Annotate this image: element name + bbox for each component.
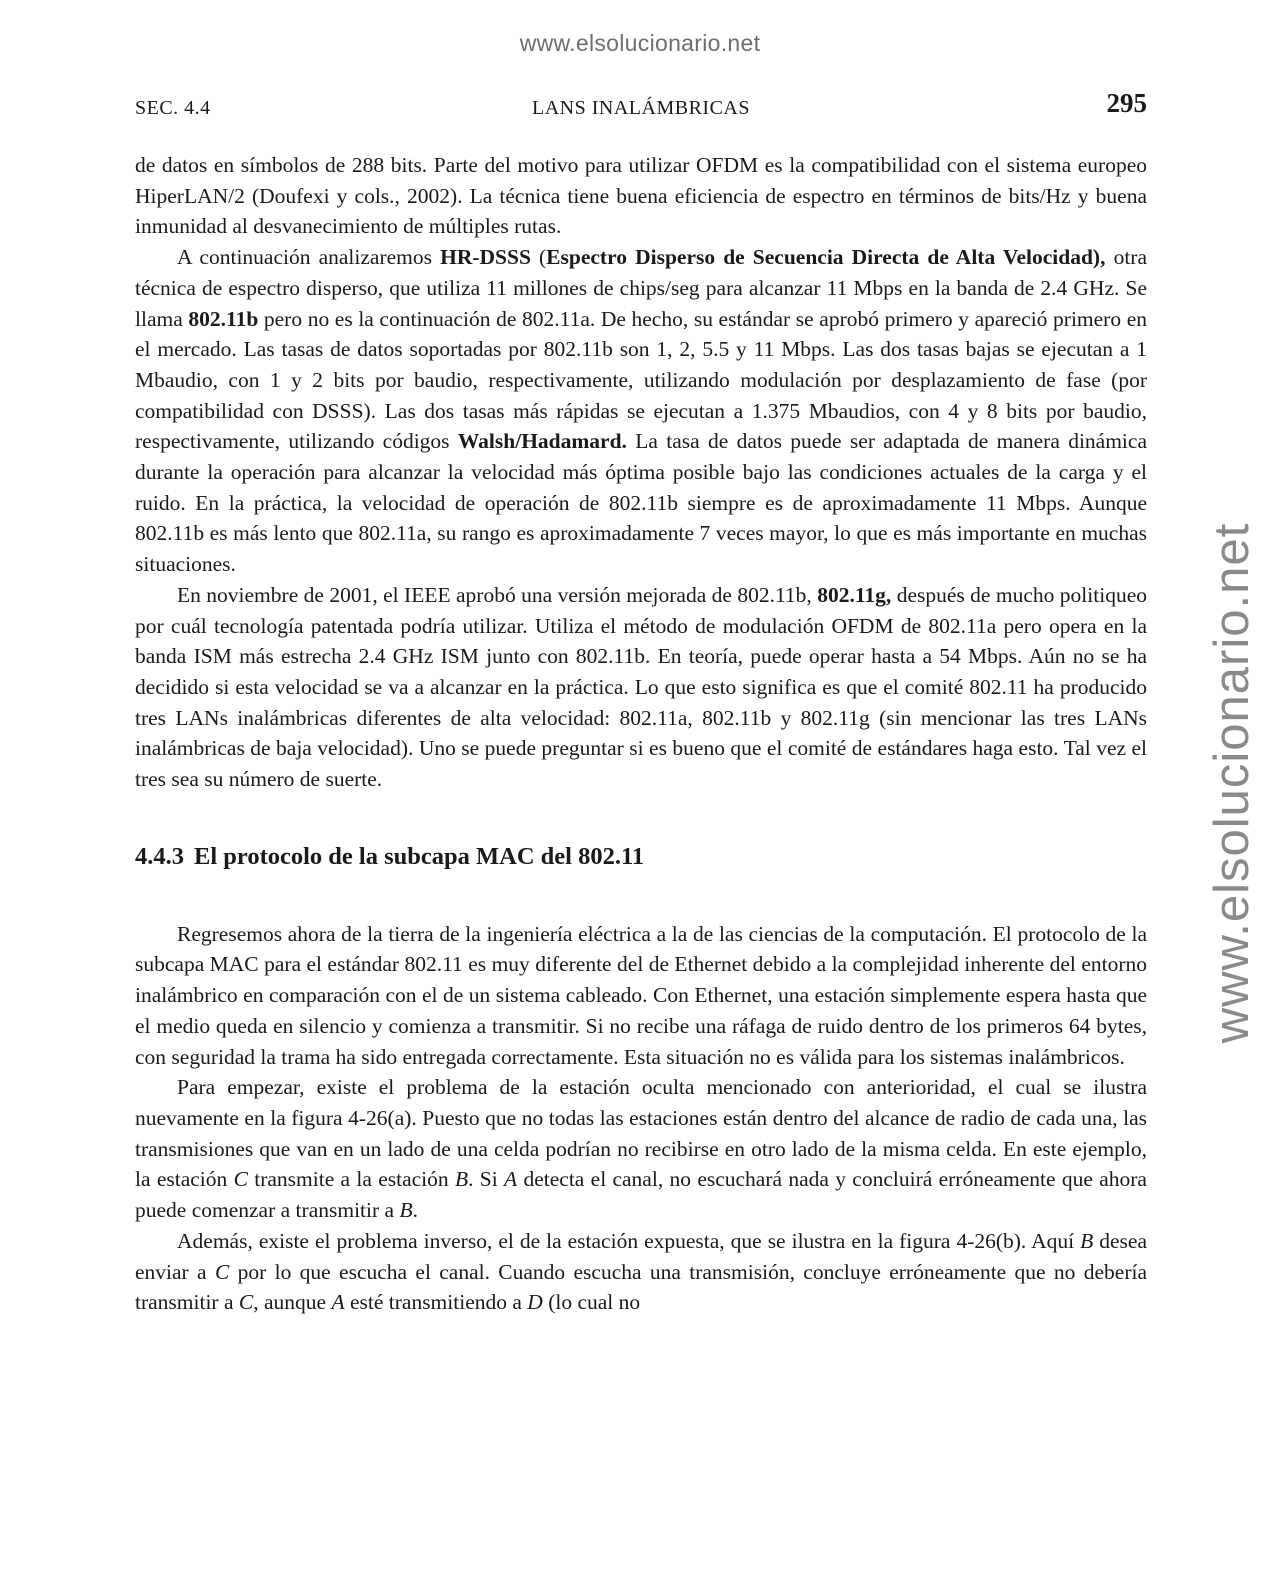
watermark-url-top: www.elsolucionario.net: [519, 30, 761, 56]
paragraph-hr-dsss: A continuación analizaremos HR-DSSS (Espectro Disperso de Secuencia Directa de Alta Velocidad), otra técnica de espectro disperso, que utiliza 11 millones de chips/seg para alcanzar 11 Mbps en la banda de 2.4 GHz. Se llama 802.11b pero no es la continuación de 802.11a. De hecho, su estándar se aprobó primero y apareció primero en el mercado. Las tasas de datos soportadas por 802.11b son 1, 2, 5.5 y 11 Mbps. Las dos tasas bajas se ejecutan a 1 Mbaudio, con 1 y 2 bits por baudio, respectivamente, utilizando modulación por desplazamiento de fase (por compatibilidad con DSSS). Las dos tasas más rápidas se ejecutan a 1.375 Mbaudios, con 4 y 8 bits por baudio, respectivamente, utilizando códigos Walsh/Hadamard. La tasa de datos puede ser adaptada de manera dinámica durante la operación para alcanzar la velocidad más óptima posible bajo las condiciones actuales de la carga y el ruido. En la práctica, la velocidad de operación de 802.11b siempre es de aproximadamente 11 Mbps. Aunque 802.11b es más lento que 802.11a, su rango es aproximadamente 7 veces mayor, lo que es más importante en muchas situaciones.: [135, 245, 1147, 577]
paragraph-ofdm-continued: de datos en símbolos de 288 bits. Parte del motivo para utilizar OFDM es la compatibilidad con el sistema europeo HiperLAN/2 (Doufexi y cols., 2002). La técnica tiene buena eficiencia de espectro en términos de bits/Hz y buena inmunidad al desvanecimiento de múltiples rutas.: [135, 153, 1147, 239]
term-802-11b: 802.11b: [188, 306, 259, 331]
paragraph-802-11g: En noviembre de 2001, el IEEE aprobó una versión mejorada de 802.11b, 802.11g, después de mucho politiqueo por cuál tecnología patentada podría utilizar. Utiliza el método de modulación OFDM de 802.11a pero opera en la banda ISM más estrecha 2.4 GHz ISM junto con 802.11b. En teoría, puede operar hasta a 54 Mbps. Aún no se ha decidido si esta velocidad se va a alcanzar en la práctica. Lo que esto significa es que el comité 802.11 ha producido tres LANs inalámbricas diferentes de alta velocidad: 802.11a, 802.11b y 802.11g (sin mencionar las tres LANs inalámbricas de baja velocidad). Uno se puede preguntar si es bueno que el comité de estándares haga esto. Tal vez el tres sea su número de suerte.: [135, 582, 1147, 792]
term-hr-dsss-expansion: Espectro Disperso de Secuencia Directa de Alta Velocidad),: [546, 245, 1106, 270]
paragraph-exposed-station: Además, existe el problema inverso, el de la estación expuesta, que se ilustra en la figura 4-26(b). Aquí B desea enviar a C por lo que escucha el canal. Cuando escucha una transmisión, concluye erróneamente que no debería transmitir a C, aunque A esté transmitiendo a D (lo cual no: [135, 1228, 1148, 1315]
watermark-url-side: www.elsolucionario.net: [1205, 522, 1259, 1044]
paragraph-hidden-station: Para empezar, existe el problema de la estación oculta mencionado con anterioridad, el cual se ilustra nuevamente en la figura 4-26(a). Puesto que no todas las estaciones están dentro del alcance de radio de cada una, las transmisiones que van en un lado de una celda podrían no recibirse en otro lado de la misma celda. En este ejemplo, la estación C transmite a la estación B. Si A detecta el canal, no escuchará nada y concluirá erróneamente que ahora puede comenzar a transmitir a B.: [135, 1075, 1147, 1223]
page-number: 295: [1106, 88, 1147, 118]
section-number: 4.4.3: [135, 842, 184, 870]
section-title: El protocolo de la subcapa MAC del 802.11: [194, 842, 645, 870]
section-heading: [135, 842, 1147, 872]
section-label: SEC. 4.4: [135, 97, 211, 119]
term-802-11g: 802.11g,: [817, 582, 892, 607]
term-walsh-hadamard: Walsh/Hadamard.: [457, 429, 627, 454]
chapter-title: LANS INALÁMBRICAS: [532, 97, 750, 119]
running-head: [135, 88, 1147, 122]
term-hr-dsss: HR-DSSS: [440, 245, 531, 270]
page-body: [135, 150, 1147, 1318]
paragraph-mac-intro: Regresemos ahora de la tierra de la ingeniería eléctrica a la de las ciencias de la computación. El protocolo de la subcapa MAC para el estándar 802.11 es muy diferente del de Ethernet debido a la complejidad inherente del entorno inalámbrico en comparación con el de un sistema cableado. Con Ethernet, una estación simplemente espera hasta que el medio queda en silencio y comienza a transmitir. Si no recibe una ráfaga de ruido dentro de los primeros 64 bytes, con seguridad la trama ha sido entregada correctamente. Esta situación no es válida para los sistemas inalámbricos.: [135, 921, 1147, 1069]
